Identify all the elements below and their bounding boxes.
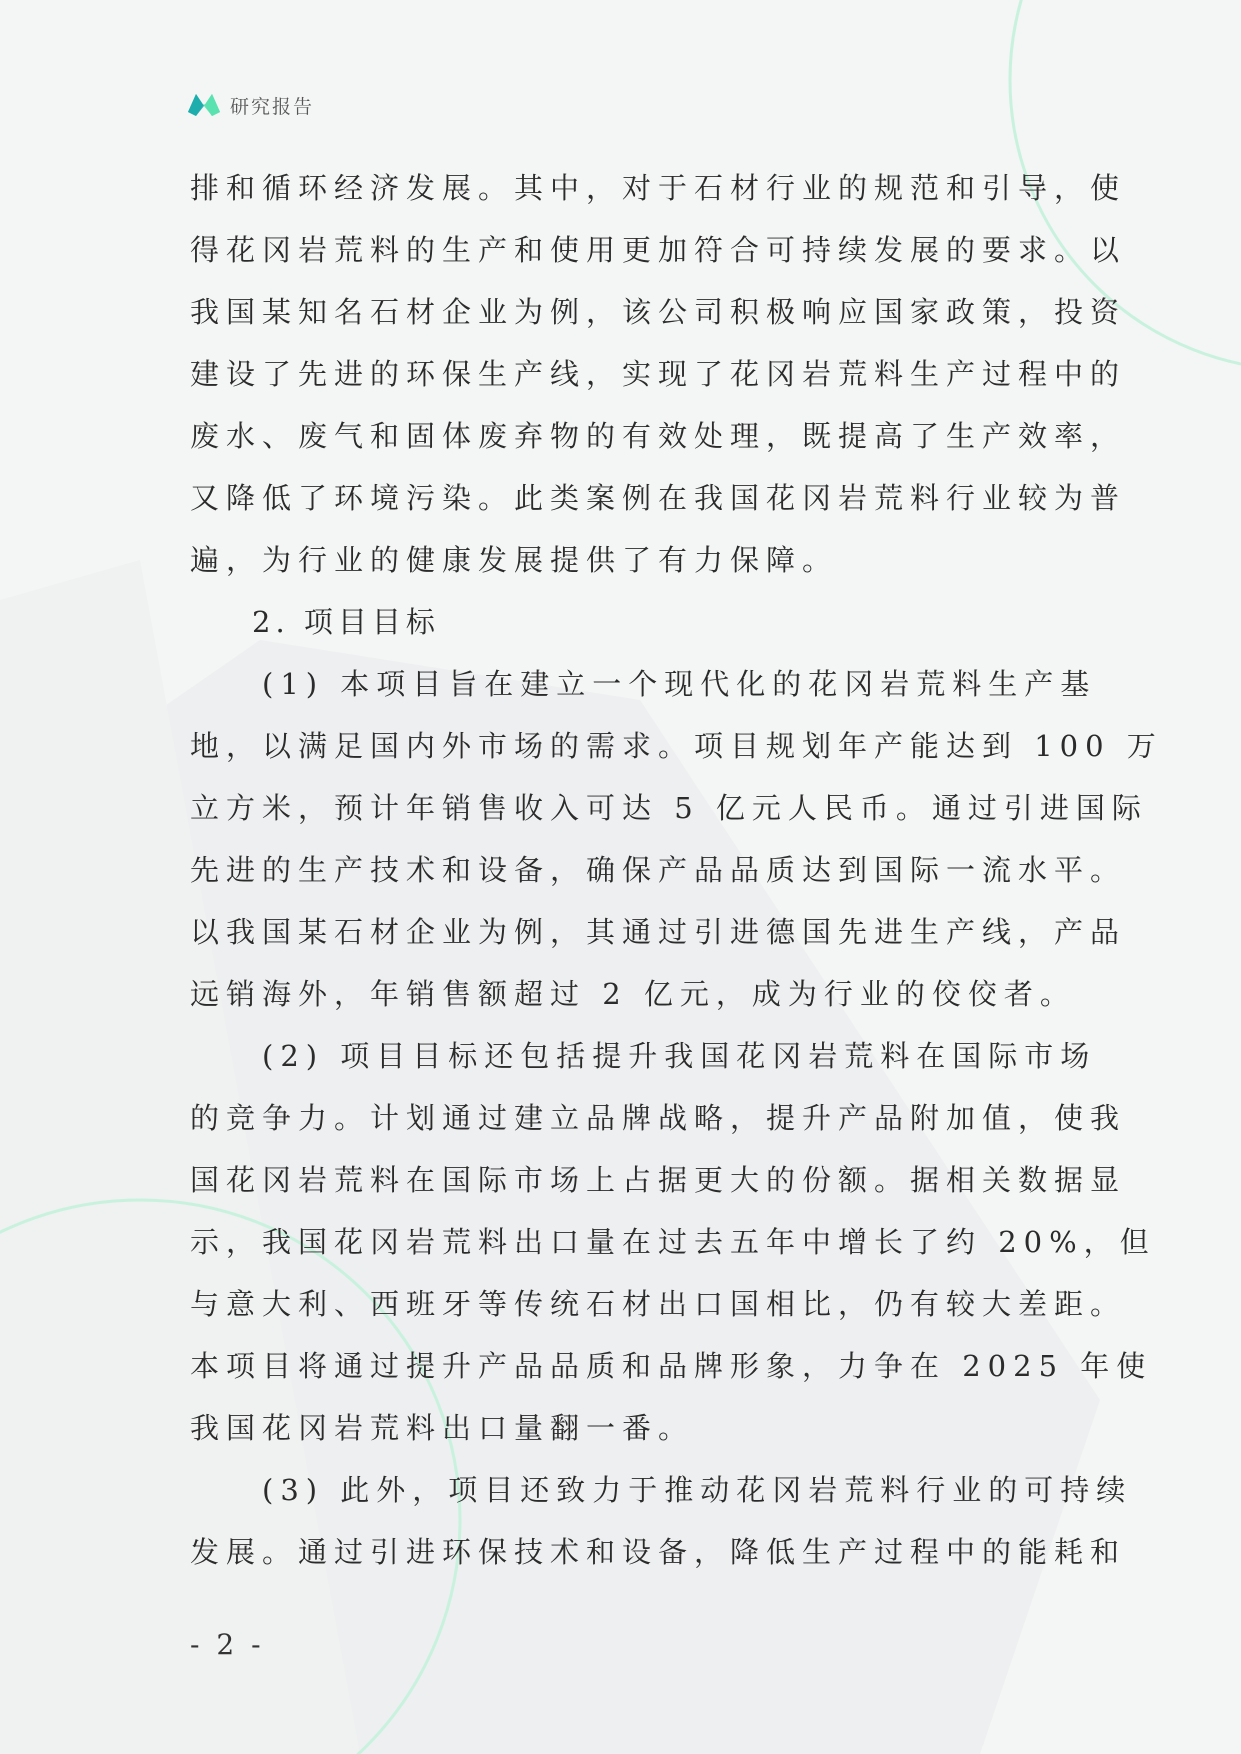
paragraph-2-line: 示，我国花冈岩荒料出口量在过去五年中增长了约 20%，但 bbox=[190, 1225, 1156, 1259]
paragraph-3-line: (3) 此外，项目还致力于推动花冈岩荒料行业的可持续 bbox=[262, 1473, 1133, 1507]
body-line: 废水、废气和固体废弃物的有效处理，既提高了生产效率， bbox=[190, 419, 1127, 453]
paragraph-1-line: 先进的生产技术和设备，确保产品品质达到国际一流水平。 bbox=[190, 853, 1127, 887]
body-line: 遍，为行业的健康发展提供了有力保障。 bbox=[190, 543, 839, 577]
body-line: 得花冈岩荒料的生产和使用更加符合可持续发展的要求。以 bbox=[190, 233, 1127, 267]
page-number: - 2 - bbox=[190, 1628, 265, 1661]
section-heading: 2. 项目目标 bbox=[252, 605, 440, 639]
body-line: 我国某知名石材企业为例，该公司积极响应国家政策，投资 bbox=[190, 295, 1127, 329]
paragraph-2-line: 与意大利、西班牙等传统石材出口国相比，仍有较大差距。 bbox=[190, 1287, 1127, 1321]
body-line: 建设了先进的环保生产线，实现了花冈岩荒料生产过程中的 bbox=[190, 357, 1127, 391]
paragraph-2-line: 我国花冈岩荒料出口量翻一番。 bbox=[190, 1411, 695, 1445]
paragraph-3-line: 发展。通过引进环保技术和设备，降低生产过程中的能耗和 bbox=[190, 1535, 1127, 1569]
paragraph-1-line: 远销海外，年销售额超过 2 亿元，成为行业的佼佼者。 bbox=[190, 977, 1076, 1011]
paragraph-1-line: 地，以满足国内外市场的需求。项目规划年产能达到 100 万 bbox=[190, 729, 1163, 763]
paragraph-2-line: 的竞争力。计划通过建立品牌战略，提升产品附加值，使我 bbox=[190, 1101, 1127, 1135]
document-body bbox=[190, 157, 1163, 1583]
paragraph-2-line: 国花冈岩荒料在国际市场上占据更大的份额。据相关数据显 bbox=[190, 1163, 1127, 1197]
brand-logo-icon bbox=[186, 90, 222, 120]
paragraph-2-line: (2) 项目目标还包括提升我国花冈岩荒料在国际市场 bbox=[262, 1039, 1097, 1073]
paragraph-2-line: 本项目将通过提升产品品质和品牌形象，力争在 2025 年使 bbox=[190, 1349, 1153, 1383]
page-header bbox=[186, 88, 314, 122]
body-line: 又降低了环境污染。此类案例在我国花冈岩荒料行业较为普 bbox=[190, 481, 1127, 515]
paragraph-1-line: 以我国某石材企业为例，其通过引进德国先进生产线，产品 bbox=[190, 915, 1127, 949]
body-line: 排和循环经济发展。其中，对于石材行业的规范和引导，使 bbox=[190, 171, 1127, 205]
paragraph-1-line: 立方米，预计年销售收入可达 5 亿元人民币。通过引进国际 bbox=[190, 791, 1148, 825]
paragraph-1-line: (1) 本项目旨在建立一个现代化的花冈岩荒料生产基 bbox=[262, 667, 1097, 701]
header-title: 研究报告 bbox=[230, 95, 315, 118]
